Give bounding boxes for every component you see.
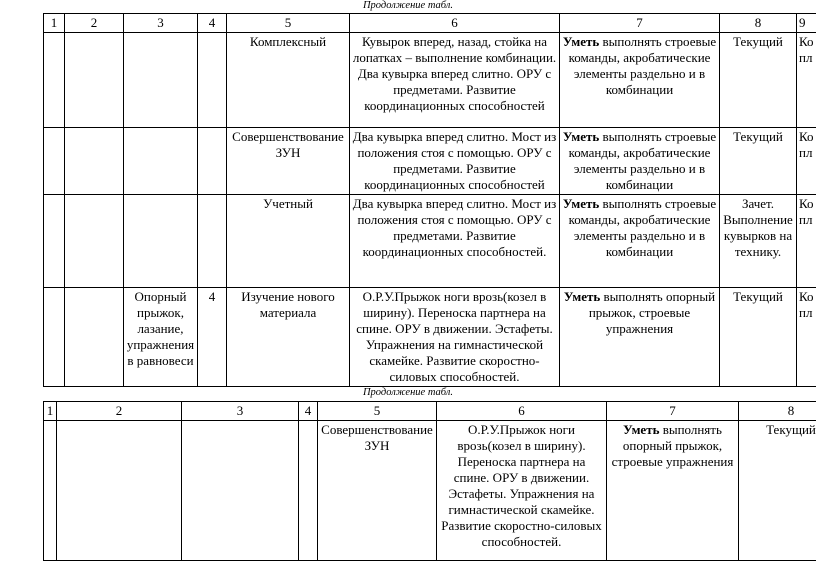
requirements [560,33,720,128]
lesson-type: Изучение нового материала [227,288,350,387]
header-cell: 5 [318,402,437,421]
requirements-bold: Уметь [563,34,599,49]
control-type: Зачет. Выполнение кувырков на технику. [720,195,797,288]
col9-line2: пл [799,145,812,160]
requirements [560,128,720,195]
lesson-type: Совершенствование ЗУН [227,128,350,195]
topic: Опорный прыжок, лазание, упражнения в равновеси [124,288,198,387]
header-cell: 5 [227,14,350,33]
control-type: Текущий [720,288,797,387]
col9-line2: пл [799,212,812,227]
header-cell: 7 [560,14,720,33]
table-row [44,288,816,387]
col9-line2: пл [799,305,812,320]
requirements-text: выполнять опорный прыжок, строевые упражнения [612,422,734,469]
header-cell: 2 [65,14,124,33]
lesson-content: Два кувырка вперед слитно. Мост из положения стоя с помощью. ОРУ с предметами. Развитие координационных способностей. [350,195,560,288]
header-cell: 1 [44,14,65,33]
table-row [44,128,816,195]
lesson-type: Совершенствование ЗУН [318,421,437,561]
requirements [560,195,720,288]
lesson-content: О.Р.У.Прыжок ноги врозь(козел в ширину). Переноска партнера на спине. ОРУ в движении. Эстафеты. Упражнения на гимнастической скамейке. Развитие скоростно-силовых способностей. [437,421,607,561]
table-header-row [44,14,816,33]
header-cell: 8 [720,14,797,33]
lesson-type: Комплексный [227,33,350,128]
hours: 4 [198,288,227,387]
requirements [560,288,720,387]
requirements [607,421,739,561]
header-cell: 7 [607,402,739,421]
col9-line2: пл [799,50,812,65]
col9-line1: Ко [799,196,814,211]
requirements-text: выполнять строевые команды, акробатические элементы раздельно и в комбинации [569,34,717,97]
header-cell: 6 [437,402,607,421]
header-cell: 3 [124,14,198,33]
requirements-bold: Уметь [563,129,599,144]
lesson-content: Кувырок вперед, назад, стойка на лопатках – выполнение комбинации. Два кувырка вперед слитно. ОРУ с предметами. Развитие координационных способностей [350,33,560,128]
requirements-text: выполнять строевые команды, акробатические элементы раздельно и в комбинации [569,129,717,192]
header-cell: 3 [182,402,299,421]
table-caption-top: Продолжение табл. [0,0,816,11]
control-type: Текущий [739,421,816,561]
requirements-bold: Уметь [623,422,659,437]
header-cell: 8 [739,402,816,421]
control-type: Текущий [720,33,797,128]
lesson-type: Учетный [227,195,350,288]
header-cell: 1 [44,402,57,421]
col9-line1: Ко [799,34,814,49]
control-type: Текущий [720,128,797,195]
lesson-content: Два кувырка вперед слитно. Мост из положения стоя с помощью. ОРУ с предметами. Развитие координационных способностей [350,128,560,195]
requirements-bold: Уметь [564,289,600,304]
col9-cell [797,128,816,195]
table-caption-bottom: Продолжение табл. [0,387,816,398]
table-row [44,195,816,288]
lesson-plan-table-1 [43,13,816,387]
table-header-row [44,402,816,421]
requirements-text: выполнять опорный прыжок, строевые упражнения [589,289,715,336]
col9-cell [797,195,816,288]
header-cell: 9 [797,14,816,33]
header-cell: 2 [57,402,182,421]
lesson-content: О.Р.У.Прыжок ноги врозь(козел в ширину). Переноска партнера на спине. ОРУ в движении. Эстафеты. Упражнения на гимнастической скамейке. Развитие скоростно-силовых способностей. [350,288,560,387]
col9-cell [797,33,816,128]
table-row [44,33,816,128]
header-cell: 6 [350,14,560,33]
header-cell: 4 [299,402,318,421]
requirements-bold: Уметь [563,196,599,211]
col9-line1: Ко [799,129,814,144]
col9-cell [797,288,816,387]
table-row [44,421,816,561]
col9-line1: Ко [799,289,814,304]
lesson-plan-table-2 [43,401,816,561]
header-cell: 4 [198,14,227,33]
requirements-text: выполнять строевые команды, акробатические элементы раздельно и в комбинации [569,196,717,259]
